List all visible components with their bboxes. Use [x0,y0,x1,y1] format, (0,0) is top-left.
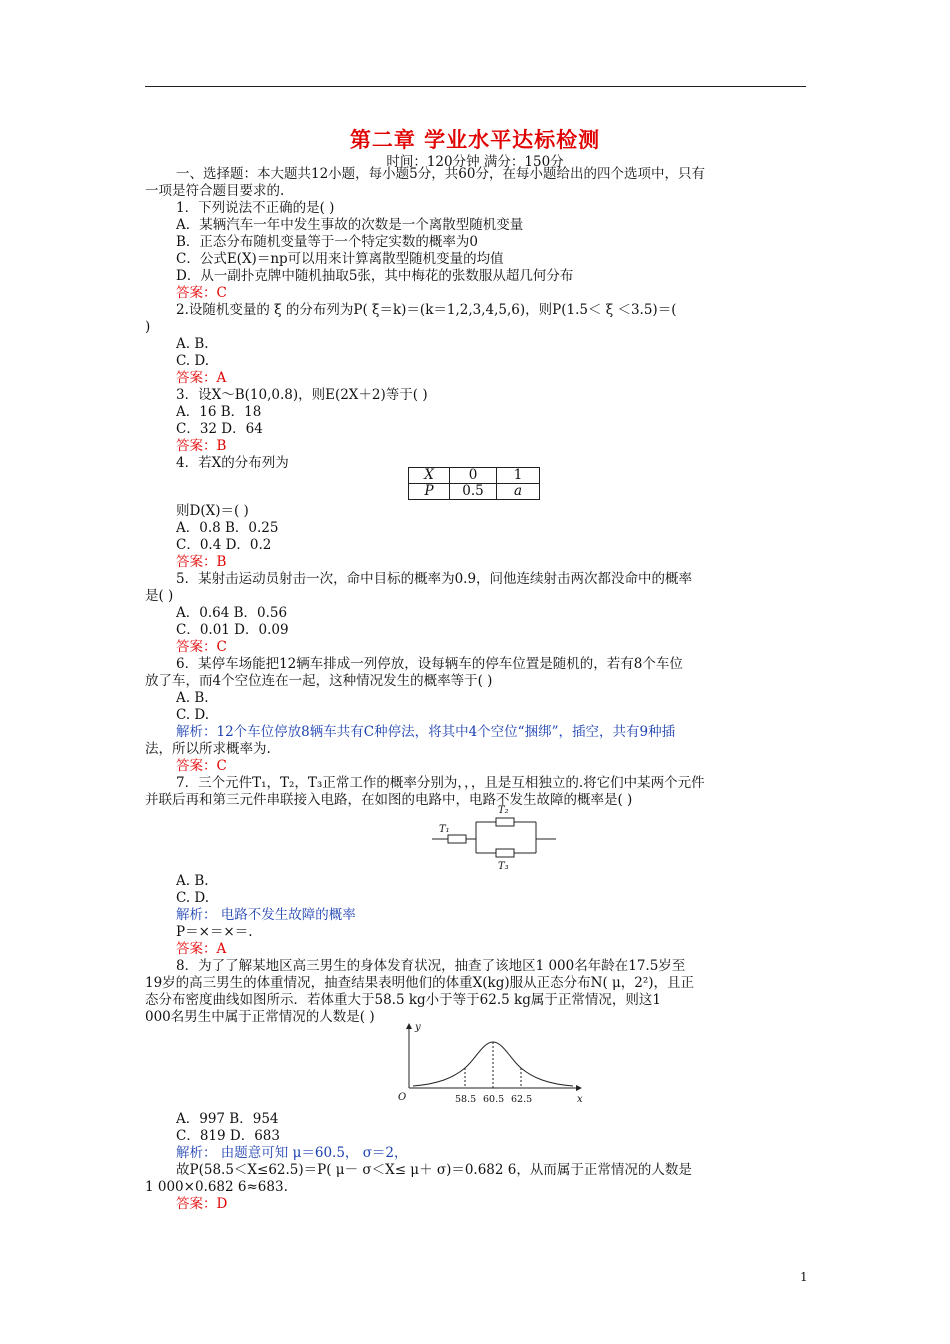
q8-stem-cont3: 000名男生中属于正常情况的人数是( ) [145,1009,375,1025]
q7-options-cd: C. D. [176,890,210,906]
table-cell: 0 [450,468,497,484]
q1-option-d: D．从一副扑克牌中随机抽取5张，其中梅花的张数服从超几何分布 [176,268,574,284]
section-heading-cont: 一项是符合题目要求的. [145,183,285,199]
q8-answer: 答案：D [176,1196,228,1212]
q3-answer: 答案：B [176,438,227,454]
q8-explanation-cont1: 故P(58.5＜X≤62.5)＝P( μ－ σ＜X≤ μ＋ σ)＝0.682 6，从而属于正常情况的人数是 [176,1162,692,1178]
q7-options-ab: A. B. [176,873,209,889]
q7-explanation: 解析： 电路不发生故障的概率 [176,907,356,923]
table-cell: X [409,468,450,484]
q2-stem-cont: ) [145,319,151,335]
q8-options-cd: C．819 D．683 [176,1128,280,1144]
q2-answer: 答案：A [176,370,227,386]
q7-stem: 7．三个元件T₁，T₂，T₃正常工作的概率分别为，，，且是互相独立的.将它们中某两个元件 [176,775,705,791]
q8-stem: 8．为了了解某地区高三男生的身体发育状况，抽查了该地区1 000名年龄在17.5岁至 [176,958,686,974]
section-heading: 一、选择题：本大题共12小题，每小题5分，共60分，在每小题给出的四个选项中，只有 [176,166,705,182]
q5-stem: 5．某射击运动员射击一次，命中目标的概率为0.9，问他连续射击两次都没命中的概率 [176,571,693,587]
q7-explanation-cont: P＝×＝×＝. [176,924,253,940]
q3-stem: 3．设X～B(10,0.8)，则E(2X＋2)等于( ) [176,387,428,403]
q7-answer: 答案：A [176,941,227,957]
q6-explanation: 解析：12个车位停放8辆车共有C种停法，将其中4个空位“捆绑”，插空，共有9种插 [176,724,676,740]
q6-answer: 答案：C [176,758,227,774]
normal-curve-graph [393,1020,593,1108]
y-axis-label: y [415,1022,421,1033]
table-cell: 1 [497,468,540,484]
table-cell: a [497,484,540,500]
q4-stem: 4．若X的分布列为 [176,455,289,471]
q6-options-ab: A. B. [176,690,209,706]
label-t3: T₃ [498,861,509,872]
resistor-t2 [496,818,514,826]
q5-stem-cont: 是( ) [145,588,174,604]
header-rule [145,86,806,87]
q3-options-cd: C．32 D．64 [176,421,263,437]
exam-info: 时间：120分钟 满分：150分 [386,154,564,170]
q1-option-c: C．公式E(X)＝np可以用来计算离散型随机变量的均值 [176,251,504,267]
q4-options-ab: A．0.8 B．0.25 [176,520,279,536]
q8-explanation-cont2: 1 000×0.682 6≈683. [145,1179,288,1195]
page-title: 第二章 学业水平达标检测 [349,127,601,152]
q8-explanation: 解析： 由题意可知 μ＝60.5， σ＝2， [176,1145,408,1161]
tick-label: 60.5 [483,1094,505,1105]
q1-answer: 答案：C [176,285,227,301]
q8-stem-cont2: 态分布密度曲线如图所示．若体重大于58.5 kg小于等于62.5 kg属于正常情况，则这1 [145,992,661,1008]
q6-stem-cont: 放了车，而4个空位连在一起，这种情况发生的概率等于( ) [145,673,493,689]
x-axis-label: x [577,1094,583,1105]
q7-stem-cont: 并联后再和第三元件串联接入电路，在如图的电路中，电路不发生故障的概率是( ) [145,792,633,808]
q6-options-cd: C. D. [176,707,210,723]
q3-options-ab: A．16 B．18 [176,404,262,420]
circuit-diagram [426,803,561,873]
q8-stem-cont1: 19岁的高三男生的体重情况，抽查结果表明他们的体重X(kg)服从正态分布N( μ，2²)，且正 [145,975,695,991]
q6-explanation-cont: 法，所以所求概率为. [145,741,271,757]
q4-ask: 则D(X)＝( ) [176,503,249,519]
q4-answer: 答案：B [176,554,227,570]
label-t1: T₁ [439,824,450,835]
table-row [409,468,540,484]
label-t2: T₂ [498,805,509,816]
q2-options-ab: A. B. [176,336,209,352]
q5-options-cd: C．0.01 D．0.09 [176,622,289,638]
table-row [409,484,540,500]
tick-label: 58.5 [455,1094,477,1105]
table-cell: P [409,484,450,500]
table-cell: 0.5 [450,484,497,500]
q5-options-ab: A．0.64 B．0.56 [176,605,288,621]
q8-options-ab: A．997 B．954 [176,1111,279,1127]
distribution-table [408,467,540,500]
q1-stem: 1．下列说法不正确的是( ) [176,200,335,216]
q5-answer: 答案：C [176,639,227,655]
origin-label: O [398,1092,407,1103]
q6-stem: 6．某停车场能把12辆车排成一列停放，设每辆车的停车位置是随机的，若有8个车位 [176,656,683,672]
q1-option-b: B．正态分布随机变量等于一个特定实数的概率为0 [176,234,479,250]
q2-stem: 2.设随机变量的 ξ 的分布列为P( ξ＝k)＝(k＝1,2,3,4,5,6)，则P(1.5＜ ξ ＜3.5)＝( [176,302,677,318]
tick-label: 62.5 [511,1094,533,1105]
resistor-t3 [496,849,514,857]
q2-options-cd: C. D. [176,353,210,369]
q4-options-cd: C．0.4 D．0.2 [176,537,272,553]
resistor-t1 [448,835,466,843]
page-number: 1 [800,1270,808,1284]
q1-option-a: A．某辆汽车一年中发生事故的次数是一个离散型随机变量 [176,217,524,233]
